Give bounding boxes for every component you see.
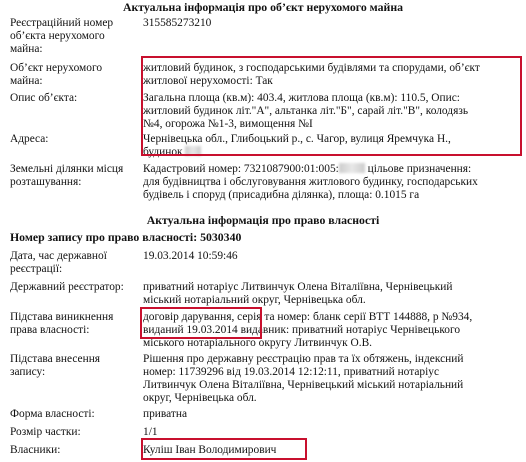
land-plots-label: Земельні ділянки місця розташування: [10,163,124,188]
entry-basis-value: Рішення про державну реєстрацію прав та їх обтяжень, індексний номер: 11739296 від 19.03.2014 12:12:11, приватний нотаріус Литвинчук Олена Віталіївна, Чернівецький міський нотаріальний округ, Чернівецька обл. [143,353,464,404]
registrar-value: приватний нотаріус Литвинчук Олена Віталіївна, Чернівецький міський нотаріальний округ, Чернівецька обл. [143,281,453,306]
reg-number-value: 315585273210 [143,17,212,29]
ownership-basis-value: договір дарування, серія та номер: бланк серії ВТТ 144888, р №934, виданий 19.03.2014 видавник: приватний нотаріус Чернівецького міського нотаріального округу Литвинчук О.В. [143,311,473,349]
reg-number-label: Реєстраційний номер об’єкта нерухомого майна: [10,17,114,55]
reg-date-value: 19.03.2014 10:59:46 [143,250,238,262]
address-label: Адреса: [10,133,49,145]
highlight-owner-box [141,438,307,460]
owners-value: Куліш Іван Володимирович [143,444,277,456]
object-label: Об’єкт нерухомого майна: [10,62,103,87]
land-plots-value: Кадастровий номер: 7321087900:01:005: цільове призначення: для будівництва і обслуговування житлового будинку, господарських будівель і споруд (присадибна ділянка), площа: 0.1015 га [143,163,478,201]
share-label: Розмір частки: [10,426,81,438]
registrar-label: Державний реєстратор: [10,281,124,293]
share-value: 1/1 [143,426,158,438]
ownership-form-label: Форма власності: [10,408,95,420]
ownership-form-value: приватна [143,408,188,420]
description-label: Опис об’єкта: [10,92,78,104]
highlight-object-box [141,56,522,156]
ownership-section-heading: Актуальна інформація про право власності [146,213,380,227]
redacted-block [339,163,365,173]
object-value: житловий будинок, з господарськими будівлями та спорудами, об’єкт житлової нерухомості: Так [143,62,480,87]
record-number-heading: Номер запису про право власності: 5030340 [10,230,242,244]
reg-date-label: Дата, час державної реєстрації: [10,250,107,275]
highlight-basis-box [140,307,262,339]
property-section-heading: Актуальна інформація про об’єкт нерухомого майна [122,0,404,14]
entry-basis-label: Підстава внесення запису: [10,353,101,378]
owners-label: Власники: [10,444,61,456]
description-value: Загальна площа (кв.м): 403.4, житлова площа (кв.м): 110.5, Опис: житловий будинок літ."А", альтанка літ."Б", сарай літ."В", колодязь №4, огорожа №1-3, вимощення №І [143,92,469,130]
ownership-basis-label: Підстава виникнення права власності: [10,311,114,336]
address-value: Чернівецька обл., Глибоцький р., с. Чагор, вулиця Яремчука Н., будинок [143,133,451,158]
